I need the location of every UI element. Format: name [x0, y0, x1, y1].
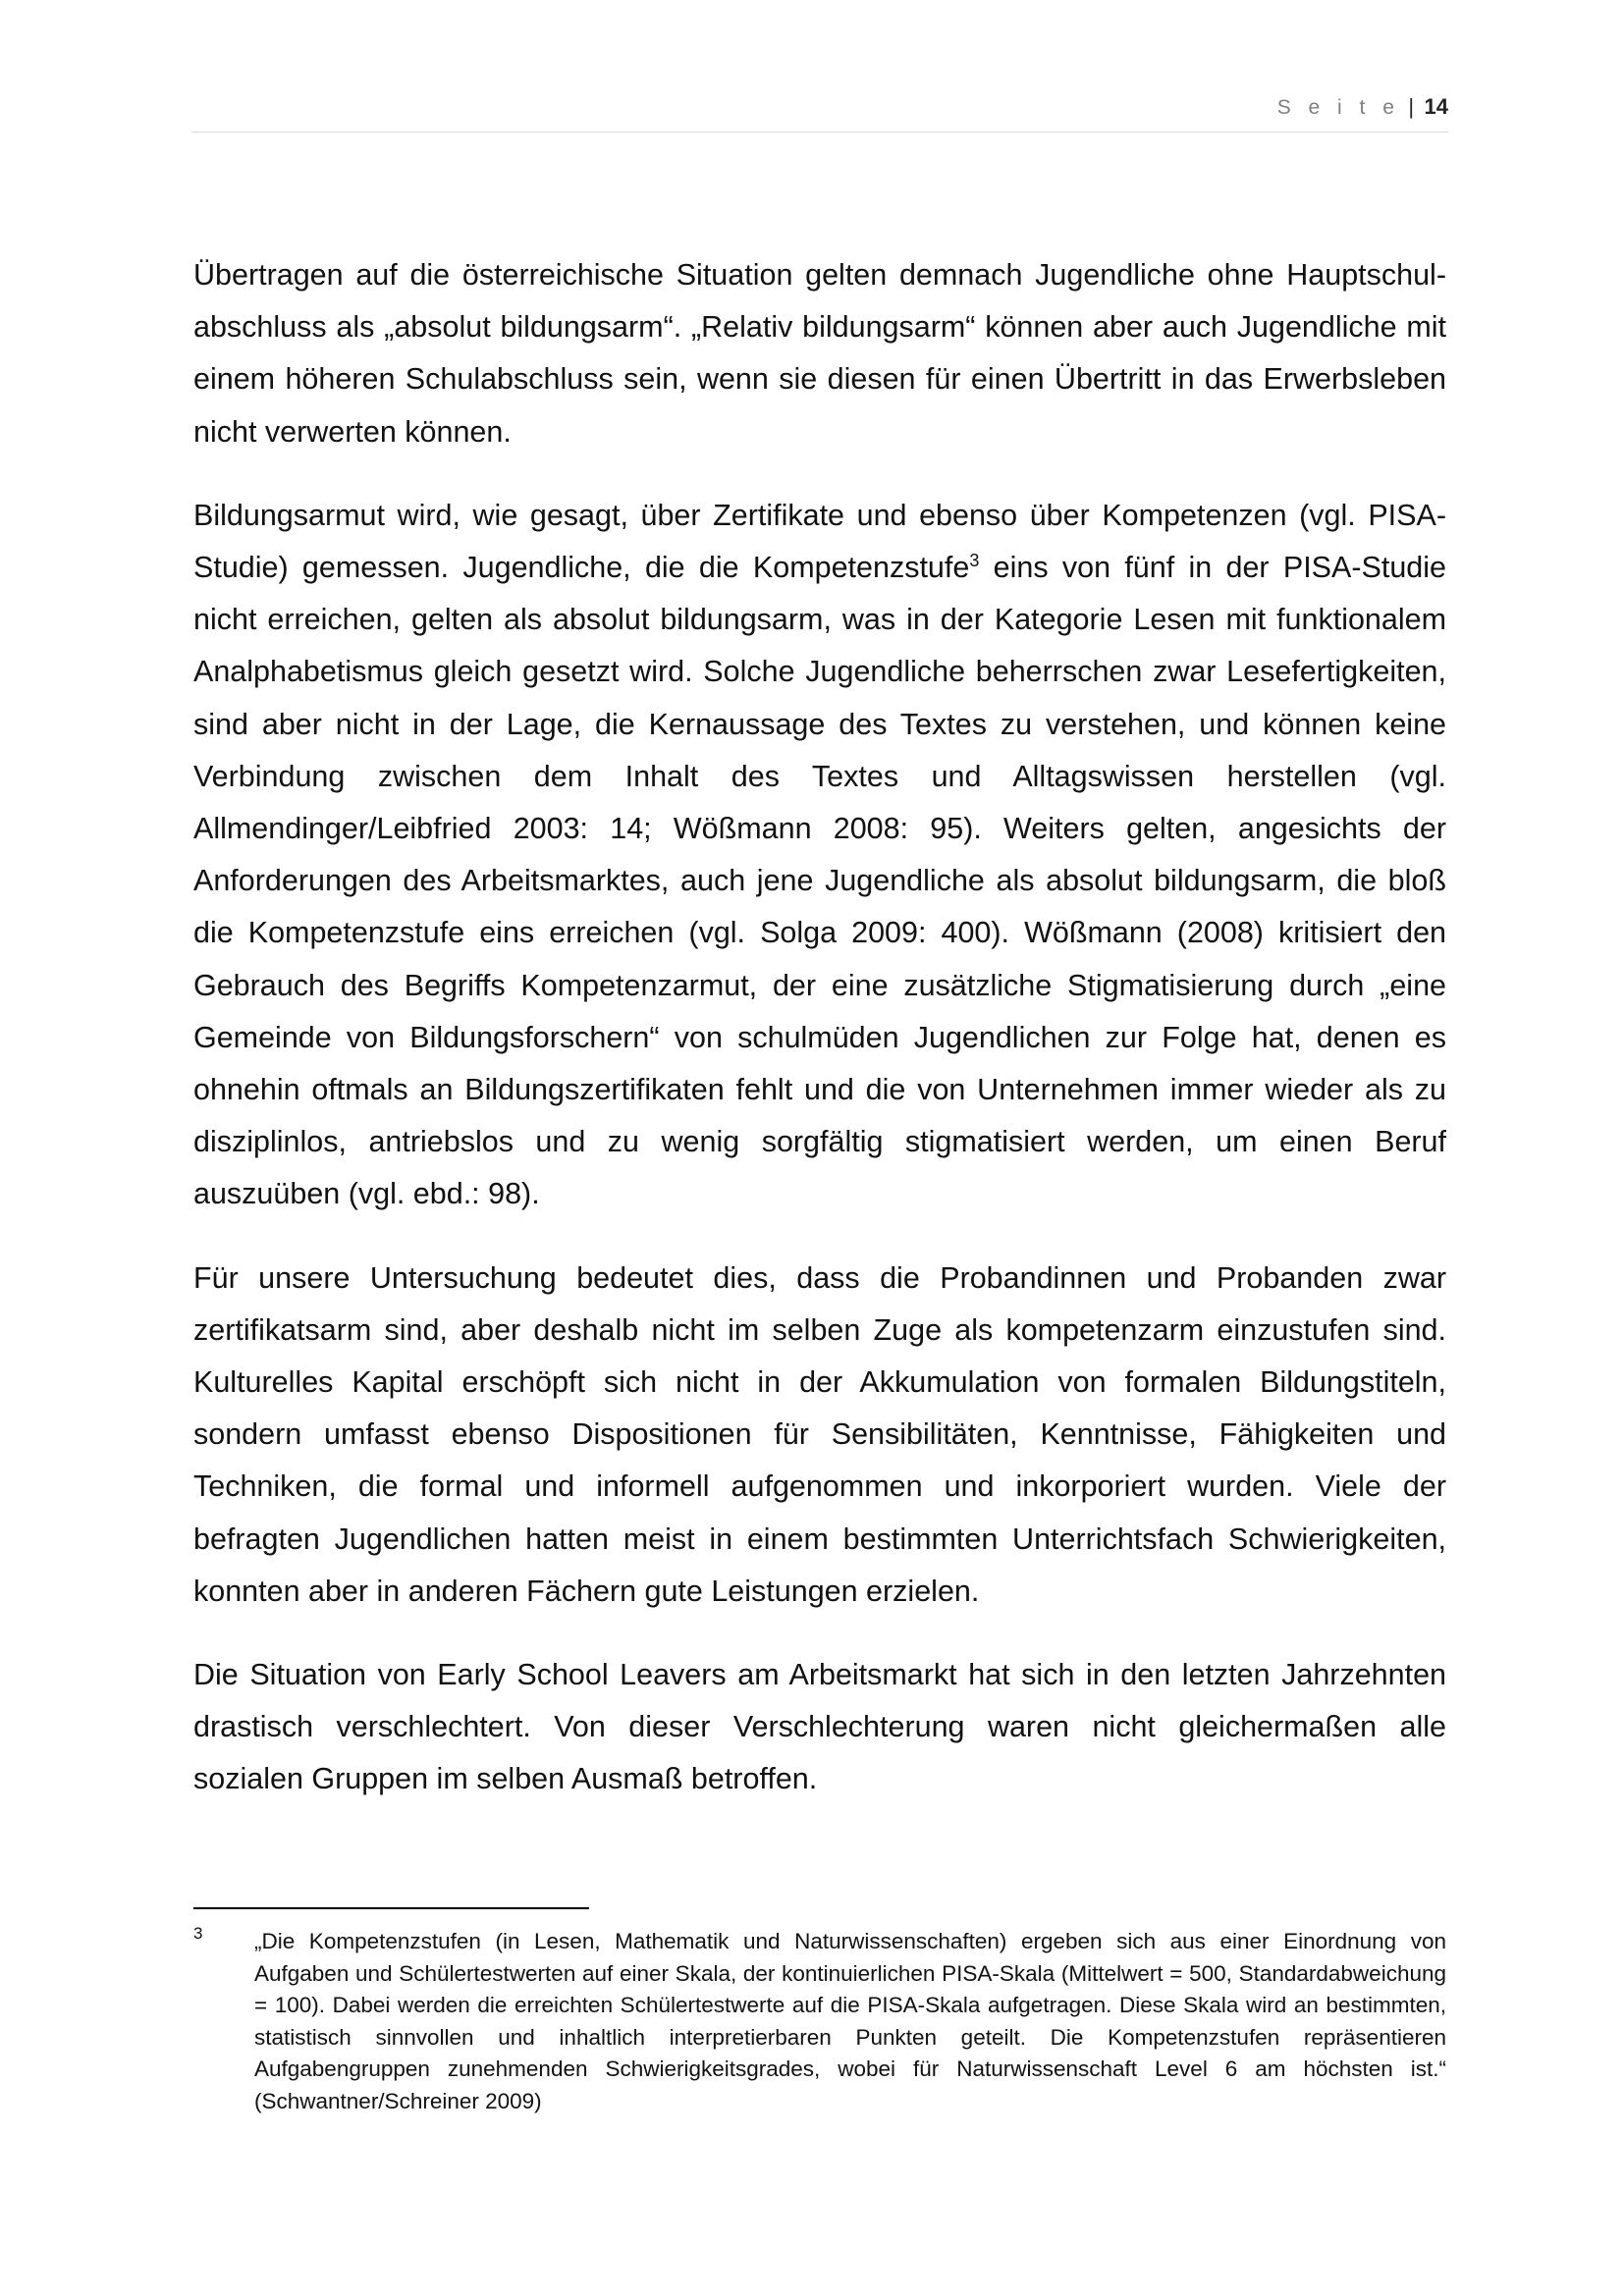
footnote-reference[interactable]: 3: [969, 550, 980, 570]
page-number: 14: [1424, 94, 1448, 119]
paragraph-2: [193, 490, 1446, 1221]
page-label: S e i t e: [1276, 96, 1400, 119]
paragraph-3: Für unsere Untersuchung bedeutet dies, dass die Probandinnen und Probanden zwar zertifikatsarm sind, aber deshalb nicht im selben Zuge als kompetenzarm einzustufen sind. Kulturelles Kapital erschöpft sich nicht in der Akkumulation von formalen Bildungstiteln, sondern umfasst ebenso Dispositionen für Sensibilitäten, Kenntnisse, Fähigkeiten und Techniken, die formal und informell aufgenommen und inkorporiert wurden. Viele der befragten Jugendlichen hatten meist in einem bestimmten Unterrichtsfach Schwierigkeiten, konnten aber in anderen Fächern gute Leistungen erzielen.: [193, 1260, 1446, 1608]
page-header: [191, 94, 1448, 133]
header-separator: |: [1408, 94, 1415, 119]
paragraph-4: Die Situation von Early School Leavers am Arbeitsmarkt hat sich in den letzten Jahrzehnten drastisch verschlechtert. Von dieser Verschlechterung waren nicht gleichermaßen alle sozialen Gruppen im selben Ausmaß betroffen.: [193, 1658, 1446, 1796]
paragraph-1: Übertragen auf die österreichische Situation gelten demnach Jugendliche ohne Hauptschul-abschluss als „absolut bildungsarm“. „Relativ bildungsarm“ können aber auch Jugendliche mit einem höheren Schulabschluss sein, wenn sie diesen für einen Übertritt in das Erwerbsleben nicht verwerten können.: [193, 258, 1446, 449]
footnote-number: 3: [193, 1924, 203, 1943]
body-text: [193, 249, 1446, 1838]
paragraph-2-part-1: Bildungsarmut wird, wie gesagt, über Zertifikate und ebenso über Kompetenzen (vgl. PISA-Studie) gemessen. Jugendliche, die die Kompetenzstufe: [193, 498, 1446, 585]
footnote-divider: [193, 1907, 589, 1909]
footnote-text: „Die Kompetenzstufen (in Lesen, Mathematik und Naturwissenschaften) ergeben sich aus einer Einordnung von Aufgaben und Schülertestwerten auf einer Skala, der kontinuierlichen PISA-Skala (Mittelwert = 500, Standardabweichung = 100). Dabei werden die erreichten Schülertestwerte auf die PISA-Skala aufgetragen. Diese Skala wird an bestimmten, statistisch sinnvollen und inhaltlich interpretierbaren Punkten geteilt. Die Kompetenzstufen repräsentieren Aufgabengruppen zunehmenden Schwierigkeitsgrades, wobei für Naturwissenschaft Level 6 am höchsten ist.“ (Schwantner/Schreiner 2009): [254, 1929, 1446, 2113]
paragraph-2-part-2: eins von fünf in der PISA-Studie nicht erreichen, gelten als absolut bildungsarm, was in der Kategorie Lesen mit funktionalem Analphabetismus gleich gesetzt wird. Solche Jugendliche beherrschen zwar Lesefertigkeiten, sind aber nicht in der Lage, die Kernaussage des Textes zu verstehen, und können keine Verbindung zwischen dem Inhalt des Textes und Alltagswissen herstellen (vgl. Allmendinger/Leibfried 2003: 14; Wößmann 2008: 95). Weiters gelten, angesichts der Anforderungen des Arbeitsmarktes, auch jene Jugendliche als absolut bildungsarm, die bloß die Kompetenzstufe eins erreichen (vgl. Solga 2009: 400). Wößmann (2008) kritisiert den Gebrauch des Begriffs Kompetenzarmut, der eine zusätzliche Stigmatisierung durch „eine Gemeinde von Bildungsforschern“ von schulmüden Jugendlichen zur Folge hat, denen es ohnehin oftmals an Bildungszertifikaten fehlt und die von Unternehmen immer wieder als zu disziplinlos, antriebslos und zu wenig sorgfältig stigmatisiert werden, um einen Beruf auszuüben (vgl. ebd.: 98).: [193, 551, 1446, 1211]
